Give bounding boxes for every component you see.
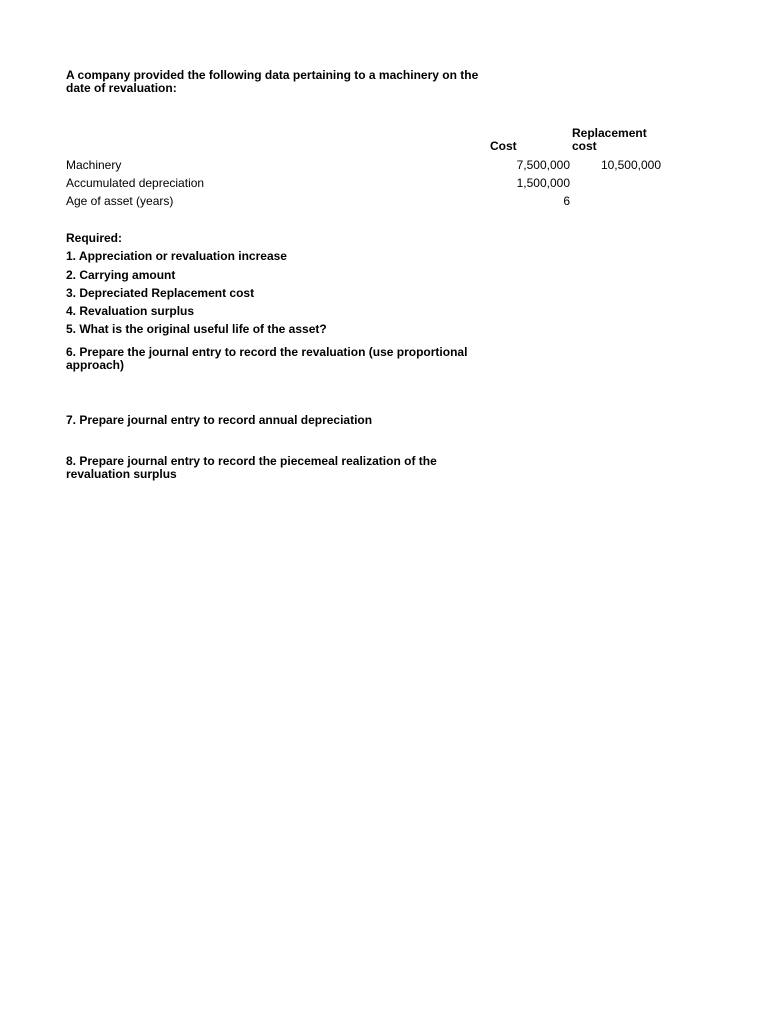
row-cost-age: 6 <box>563 194 570 208</box>
header-replacement-cost: Replacement cost <box>572 126 647 153</box>
row-label-age: Age of asset (years) <box>66 194 174 208</box>
required-item-4: 4. Revaluation surplus <box>66 304 195 318</box>
header-cost: Cost <box>490 139 517 153</box>
row-replacement-machinery: 10,500,000 <box>600 158 661 172</box>
intro-text: A company provided the following data pertaining to a machinery on the date of revaluation: <box>66 68 479 95</box>
required-title: Required: <box>66 231 123 245</box>
required-item-5: 5. What is the original useful life of the asset? <box>66 322 327 336</box>
required-item-8: 8. Prepare journal entry to record the piecemeal realization of the revaluation surplus <box>66 454 437 481</box>
required-item-3: 3. Depreciated Replacement cost <box>66 286 255 300</box>
row-cost-accumulated-depreciation: 1,500,000 <box>516 176 570 190</box>
row-label-machinery: Machinery <box>66 158 122 172</box>
row-cost-machinery: 7,500,000 <box>516 158 570 172</box>
required-item-2: 2. Carrying amount <box>66 268 176 282</box>
required-item-7: 7. Prepare journal entry to record annual depreciation <box>66 413 373 427</box>
row-label-accumulated-depreciation: Accumulated depreciation <box>66 176 205 190</box>
required-item-1: 1. Appreciation or revaluation increase <box>66 249 287 263</box>
required-item-6: 6. Prepare the journal entry to record the revaluation (use proportional approach) <box>66 345 468 372</box>
